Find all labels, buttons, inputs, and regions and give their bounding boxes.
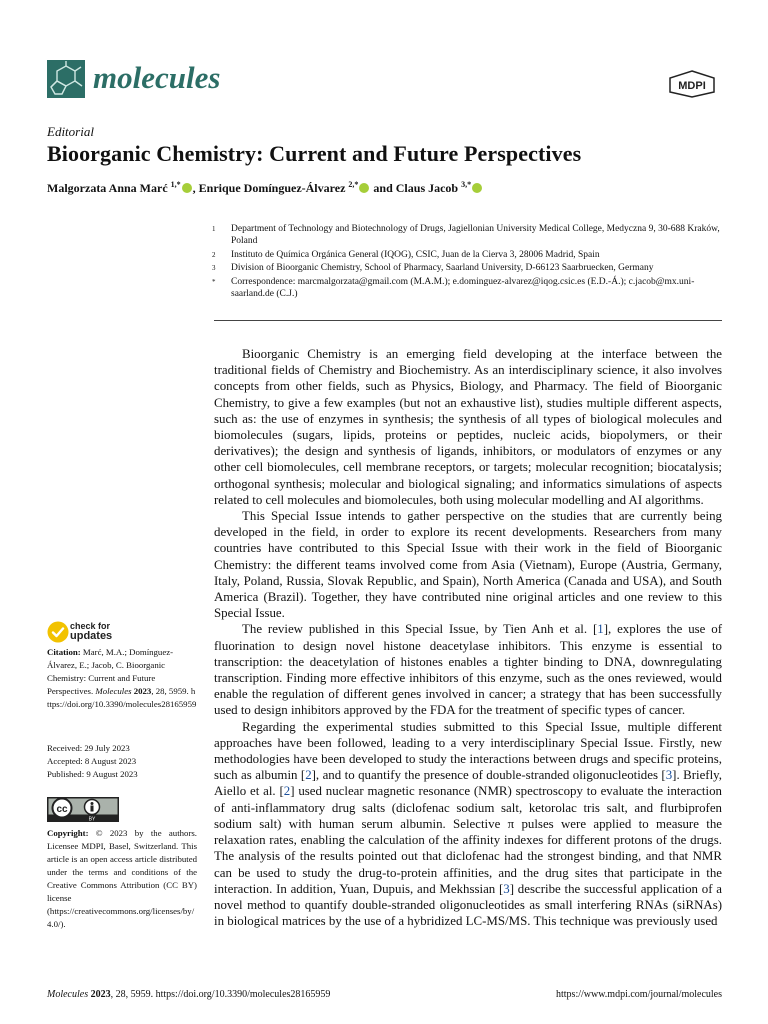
cc-by-license-icon[interactable] xyxy=(47,797,119,822)
affiliation xyxy=(214,223,724,247)
author-sup: 3,* xyxy=(461,180,472,189)
author-sup: 2,* xyxy=(348,180,359,189)
paragraph xyxy=(214,719,722,930)
citation-link[interactable]: 3 xyxy=(665,768,673,783)
correspondence xyxy=(214,276,724,300)
citation-link[interactable]: 1 xyxy=(597,622,604,637)
footer-journal-url[interactable]: https://www.mdpi.com/journal/molecules xyxy=(556,989,722,1000)
journal-name: molecules xyxy=(93,60,221,95)
paragraph-text: The review published in this Special Issue, by Tien Anh et al. [ xyxy=(242,622,598,637)
copyright-label: Copyright: xyxy=(47,828,89,838)
paragraph-text: Regarding the experimental studies submitted to this Special Issue, multiple different approaches have been followed, leading to a very interdisciplinary Special Issue. Firstly, new methodologies have been developed to study the interactions between drugs and specific proteins, such as albumin [ xyxy=(214,719,722,783)
article-title: Bioorganic Chemistry: Current and Future Perspectives xyxy=(47,141,582,166)
accepted-date: Accepted: 8 August 2023 xyxy=(47,756,137,766)
footer-citation xyxy=(47,989,330,1000)
citation-link[interactable]: 2 xyxy=(283,784,291,799)
copyright-block xyxy=(47,827,197,931)
correspondence-text[interactable]: Correspondence: marcmalgorzata@gmail.com (M.A.M.); e.dominguez-alvarez@iqog.csic.es (E.D.-Á.); c.jacob@mx.uni-saarland.de (C.J.) xyxy=(231,277,695,299)
affiliation-number: 1 xyxy=(212,225,216,233)
molecules-logo-icon xyxy=(47,60,85,98)
paragraph xyxy=(214,621,722,718)
affiliation-number: * xyxy=(212,278,216,286)
footer-journal: Molecules xyxy=(47,989,89,1000)
paragraph-text: ]. Briefly, Aiello et al. [ xyxy=(214,768,722,799)
paragraph-text: ] used nuclear magnetic resonance (NMR) spectroscopy to evaluate the interaction of anti-inflammatory drug salts (diclofenac sodium salt, ketorolac tris salt, and flurbiprofen sodium salt) with human serum albumin. Selective π pulses were applied to measure the relaxation rates, enabling the calculation of the affinity indexes for different protons of the drugs. The analysis of the results pointed out that diclofenac had the strongest binding, and that NMR can be used to study the drug-to-protein affinities, and the drug sites that participate in the interaction. In addition, Yuan, Dupuis, and Mekhssian [ xyxy=(214,784,722,896)
affiliation-text: Division of Bioorganic Chemistry, School of Pharmacy, Saarland University, D-66123 Saarbruecken, Germany xyxy=(231,263,654,273)
paragraph-text: ], explores the use of fluorination to design novel histone deacetylase inhibitors. This enzyme is essential to transcription: the deacetylation of histones enables a tighter binding to DNA, downregulating transcription. Finding more effective inhibitors of this enzyme, such as the ones reviewed, would enable the regulation of different genes involved in cancer; a strategy that has been successfully used to design inhibitors approved by the FDA for the treatment of specific types of cancer. xyxy=(214,622,722,718)
check-line: updates xyxy=(70,630,113,642)
affiliation xyxy=(214,262,724,274)
author-list: Malgorzata Anna Marć $^{1,*}$ , Enrique Domínguez-Álvarez $^{2,*}$ and Claus Jacob $^{3,*}$ xyxy=(47,180,483,196)
check-for-updates-icon[interactable] xyxy=(47,621,69,643)
affiliation-number: 3 xyxy=(212,264,216,272)
svg-text:cc: cc xyxy=(56,804,68,815)
citation-journal: Molecules xyxy=(95,686,132,696)
received-date: Received: 29 July 2023 xyxy=(47,743,130,753)
orcid-icon[interactable] xyxy=(182,183,192,193)
paragraph-text: ], and to quantify the presence of double-stranded oligonucleotides [ xyxy=(311,768,666,783)
published-date: Published: 9 August 2023 xyxy=(47,769,138,779)
dates-block xyxy=(47,742,197,781)
article-type: Editorial xyxy=(47,124,94,139)
orcid-icon[interactable] xyxy=(359,183,369,193)
paragraph-text: ] describe the successful application of a novel method to quantify double-stranded oligonucleotides as small interfering RNAs (siRNAs) in biological matrices by the use of a hybridized LC-MS/MS. This technique was previously used xyxy=(214,881,722,929)
citation-link[interactable]: 3 xyxy=(503,881,510,896)
cc-by-text: BY xyxy=(88,816,96,822)
author-name: Malgorzata Anna Marć xyxy=(47,181,168,195)
paragraph: This Special Issue intends to gather perspective on the studies that are currently being developed in the field, in order to explore its recent developments. Researchers from many countries have contributed to this Special Issue with their work in the field of Bioorganic Chemistry: the different teams involved come from Asia (Vietnam), Europe (Austria, Germany, Italy, Poland, Russia, Slovak Republic, and Spain), North America (Canada and USA), and South America (Brazil). Together, they have contributed nine original articles and one review to this Special Issue. xyxy=(214,509,722,621)
affiliation-text: Instituto de Química Orgánica General (IQOG), CSIC, Juan de la Cierva 3, 28006 Madrid, Spain xyxy=(231,250,600,260)
copyright-text: © 2023 by the authors. Licensee MDPI, Basel, Switzerland. This article is an open access article distributed under the terms and conditions of the Creative Commons Attribution (CC BY) license (https://creativecommons.org/licenses/by/4.0/). xyxy=(47,828,197,929)
citation-year: 2023 xyxy=(133,686,152,696)
author-sup: 1,* xyxy=(170,180,181,189)
mdpi-logo-icon xyxy=(668,70,716,98)
citation-link[interactable]: 2 xyxy=(305,768,312,783)
orcid-icon[interactable] xyxy=(472,183,482,193)
affiliation-text: Department of Technology and Biotechnology of Drugs, Jagiellonian University Medical College, Medyczna 9, 30-688 Kraków, Poland xyxy=(231,224,720,246)
affiliation-number: 2 xyxy=(212,251,216,259)
paragraph: Bioorganic Chemistry is an emerging field developing at the interface between the traditional fields of Chemistry and Biochemistry. As an interdisciplinary science, it also involves concepts from other fields, such as Physics, Biology, and Pharmacy. The field of Bioorganic Chemistry, to give a few examples (but not an exhaustive list), studies multiple different aspects, such as: the use of enzymes in synthesis; the synthesis of all types of biological molecules and biomolecules (sugars, lipids, proteins or peptides, nucleic acids, biopolymers, or their derivatives); the design and synthesis of ligands, inhibitors, or modulators of enzymes or any other cell biomolecules, cell membrane receptors, or targets; molecular recognition; biocatalysis; orthogonal synthesis; molecular and biological signaling; and informatics simulations of aspects related to cell molecules and biomolecules, both using molecular modelling and AI algorithms. xyxy=(214,347,722,507)
affiliation xyxy=(214,249,724,261)
author-name: Claus Jacob xyxy=(395,181,459,195)
check-for-updates-label[interactable] xyxy=(70,621,112,641)
check-line: check for xyxy=(70,621,111,631)
citation-doi[interactable]: , 28, 5959. https://doi.org/10.3390/molecules28165959 xyxy=(47,686,197,709)
article-body xyxy=(214,346,722,929)
mdpi-logo-text: MDPI xyxy=(678,80,706,92)
footer-year: 2023 xyxy=(90,989,111,1000)
author-name: Enrique Domínguez-Álvarez xyxy=(198,181,346,195)
citation-block xyxy=(47,646,197,711)
footer-doi[interactable]: , 28, 5959. https://doi.org/10.3390/molecules28165959 xyxy=(110,989,331,1000)
citation-text: Marć, M.A.; Domínguez-Álvarez, E.; Jacob, C. Bioorganic Chemistry: Current and Future Perspectives. xyxy=(47,647,174,696)
header-divider xyxy=(214,320,722,321)
citation-label: Citation: xyxy=(47,647,81,657)
